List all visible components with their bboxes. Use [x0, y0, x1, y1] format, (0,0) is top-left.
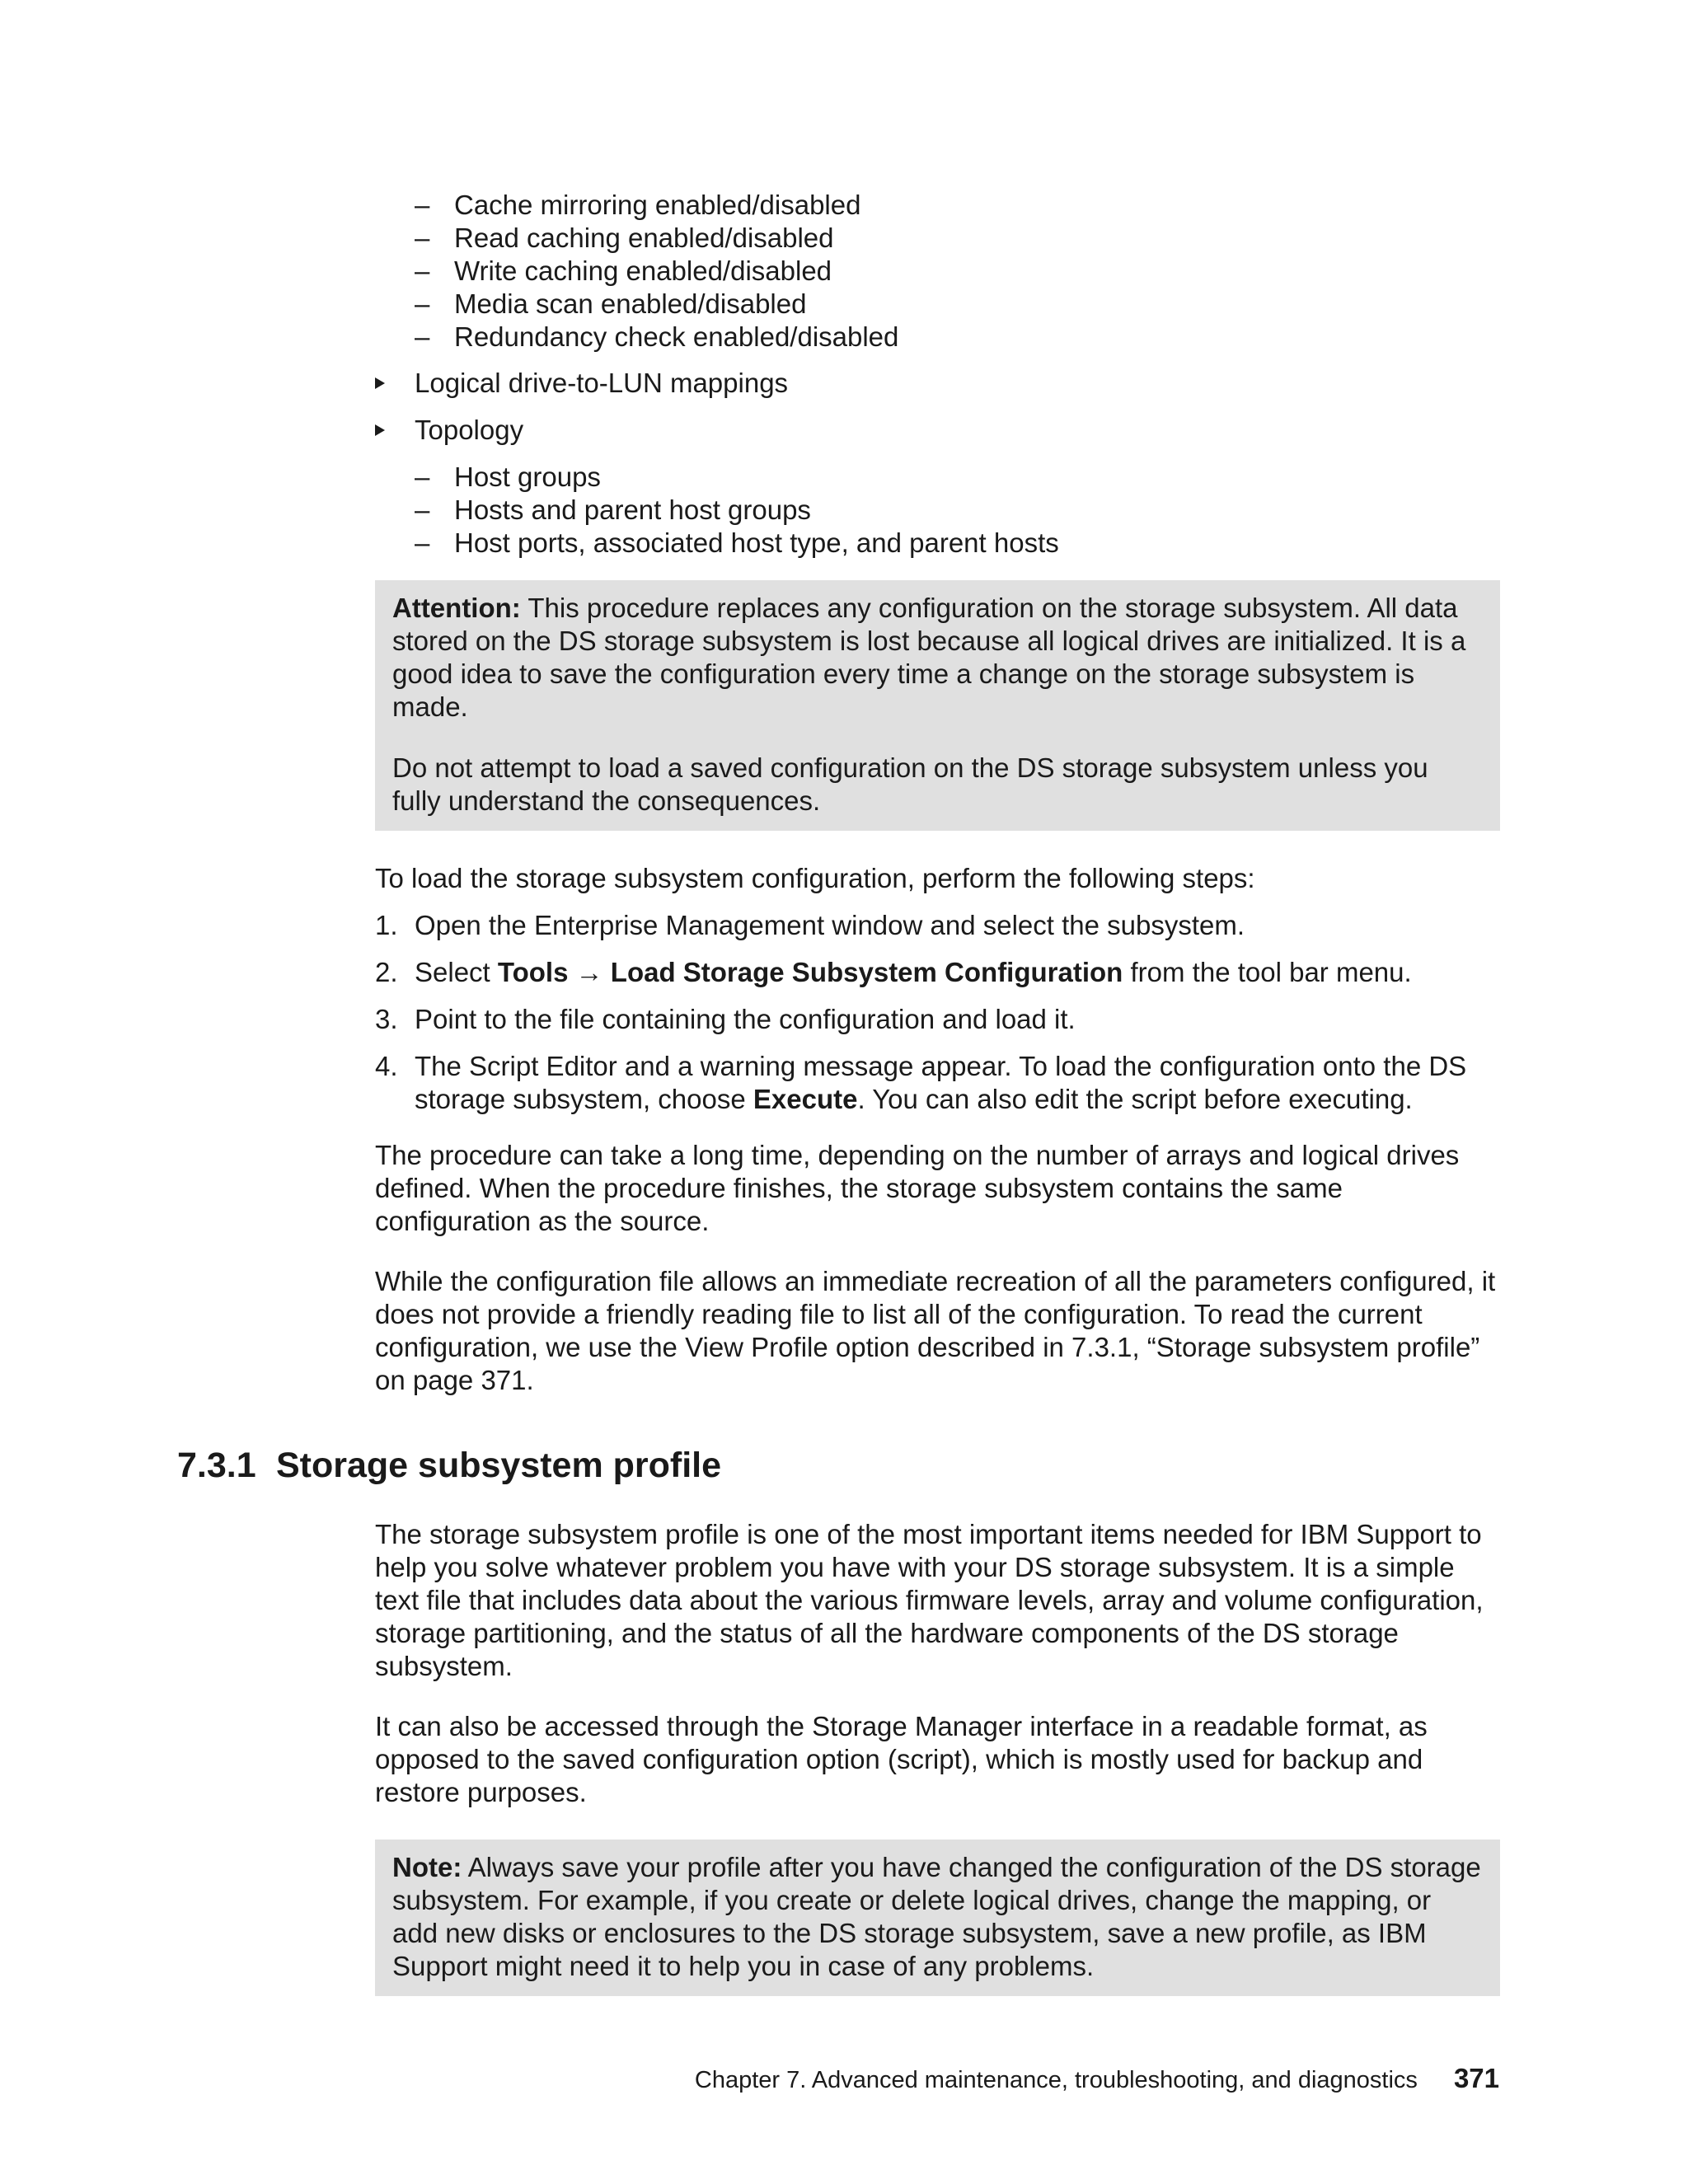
profile-paragraph-1: The storage subsystem profile is one of the most important items needed for IBM Support to help you solve whatever problem you have with your DS storage subsystem. It is a simple text file that includes data about the various firmware levels, array and volume configuration, storage partitioning, and the status of all the hardware components of the DS storage subsystem. [375, 1519, 1484, 1681]
bullet-triangle-icon [375, 377, 385, 389]
list-item: – Host groups [415, 462, 601, 492]
config-file-paragraph: While the configuration file allows an immediate recreation of all the parameters configured, it does not provide a friendly reading file to list all of the configuration. To read the current configuration, we use the View Profile option described in 7.3.1, “Storage subsystem profile” on page 371. [375, 1266, 1496, 1395]
steps-list [375, 909, 1499, 1116]
step-item: 3. Point to the file containing the configuration and load it. [375, 1004, 1076, 1034]
list-item: – Read caching enabled/disabled [415, 223, 834, 253]
list-item: – Write caching enabled/disabled [415, 255, 832, 286]
attention-box [375, 580, 1500, 831]
step-item: 2. Select Tools → Load Storage Subsystem Configuration from the tool bar menu. [375, 957, 1412, 987]
topology-sub-list [375, 461, 1499, 560]
bullet-item-mappings: Logical drive-to-LUN mappings [375, 367, 1499, 400]
attention-paragraph-2: Do not attempt to load a saved configuration on the DS storage subsystem unless you fully understand the consequences. [392, 752, 1428, 816]
list-item: – Hosts and parent host groups [415, 494, 811, 525]
page-footer [695, 2064, 1499, 2095]
note-box [375, 1840, 1500, 1996]
profile-paragraph-2: It can also be accessed through the Storage Manager interface in a readable format, as opposed to the saved configuration option (script), which is mostly used for backup and restore purposes. [375, 1711, 1428, 1807]
section-heading: 7.3.1 Storage subsystem profile [177, 1446, 722, 1485]
list-item: – Cache mirroring enabled/disabled [415, 190, 861, 220]
bullet-triangle-icon [375, 424, 385, 436]
procedure-paragraph: The procedure can take a long time, depending on the number of arrays and logical drives defined. When the procedure finishes, the storage subsystem contains the same configuration as the source. [375, 1140, 1460, 1236]
attention-paragraph: Attention: This procedure replaces any configuration on the storage subsystem. All data stored on the DS storage subsystem is lost because all logical drives are initialized. It is a good idea to save the configuration every time a change on the storage subsystem is made. [392, 593, 1466, 722]
bullet-item-topology: Topology [375, 414, 1499, 447]
step-item: 1. Open the Enterprise Management window and select the subsystem. [375, 910, 1245, 940]
chapter-title: Chapter 7. Advanced maintenance, troubleshooting, and diagnostics [694, 2067, 1418, 2093]
list-item: – Media scan enabled/disabled [415, 288, 807, 319]
step-item: 4. The Script Editor and a warning message appear. To load the configuration onto the DS storage subsystem, choose Execute. You can also edit the script before executing. [375, 1051, 1467, 1114]
note-paragraph: Note: Always save your profile after you have changed the configuration of the DS storage subsystem. For example, if you create or delete logical drives, change the mapping, or add new disks or enclosures to the DS storage subsystem, save a new profile, as IBM Support might need it to help you in case of any problems. [392, 1852, 1481, 1981]
list-item: – Host ports, associated host type, and parent hosts [415, 527, 1059, 558]
steps-intro: To load the storage subsystem configuration, perform the following steps: [375, 863, 1255, 893]
page-number: 371 [1453, 2063, 1499, 2093]
list-item: – Redundancy check enabled/disabled [415, 321, 899, 352]
settings-sub-list [375, 189, 1499, 354]
